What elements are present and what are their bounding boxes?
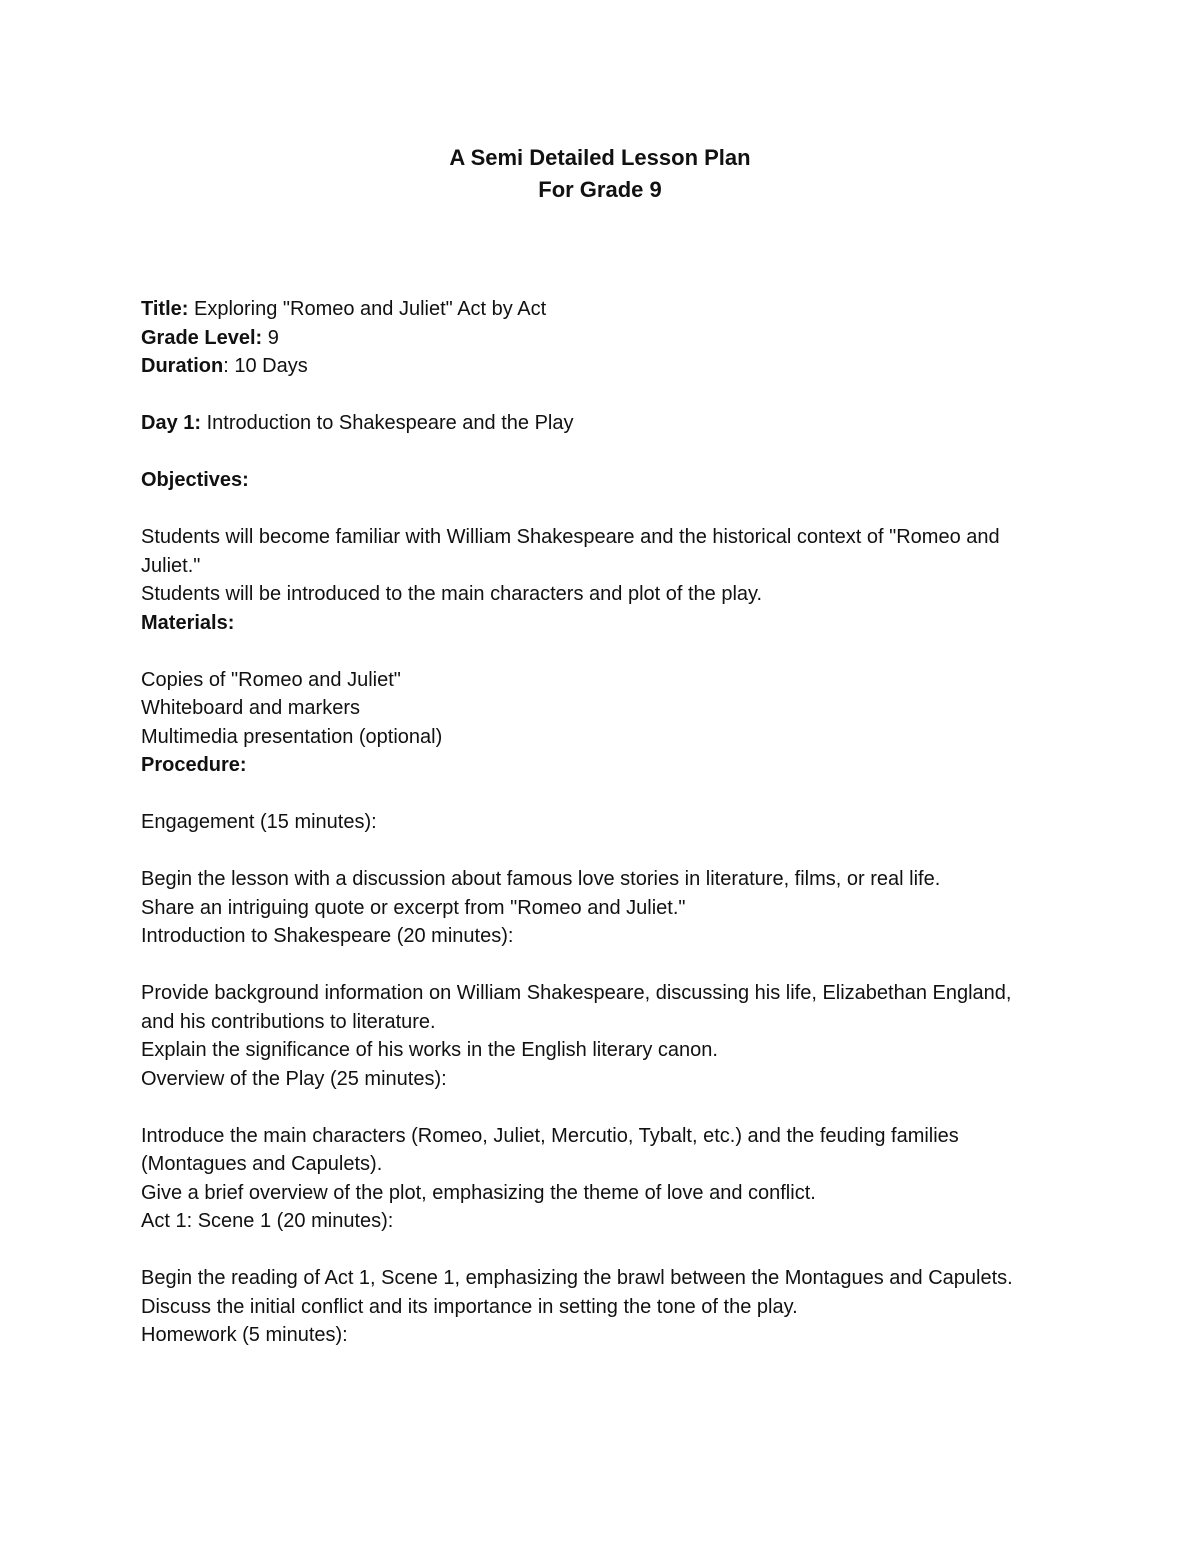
material-item: Multimedia presentation (optional)	[141, 725, 443, 748]
overview-heading: Overview of the Play (25 minutes):	[141, 1067, 447, 1090]
meta-duration	[141, 352, 1041, 381]
overview-item: Give a brief overview of the plot, emphasizing the theme of love and conflict.	[141, 1181, 816, 1204]
day-topic: Introduction to Shakespeare and the Play	[201, 412, 574, 434]
title-line-2: For Grade 9	[538, 177, 662, 202]
meta-title-value: Exploring "Romeo and Juliet" Act by Act	[188, 298, 547, 320]
material-item: Copies of "Romeo and Juliet"	[141, 668, 401, 691]
meta-grade	[141, 324, 1041, 353]
material-item: Whiteboard and markers	[141, 697, 360, 719]
objectives-heading: Objectives:	[141, 469, 249, 491]
meta-duration-label: Duration	[141, 355, 224, 377]
overview-item: Introduce the main characters (Romeo, Juliet, Mercutio, Tybalt, etc.) and the feuding families (Montagues and Capulets).	[141, 1124, 959, 1175]
materials-heading: Materials:	[141, 611, 235, 634]
engagement-item: Begin the lesson with a discussion about famous love stories in literature, films, or real life.	[141, 868, 941, 890]
document-title	[0, 142, 1200, 206]
procedure-heading: Procedure:	[141, 754, 247, 776]
meta-grade-label: Grade Level:	[141, 326, 263, 349]
intro-shakespeare-heading: Introduction to Shakespeare (20 minutes):	[141, 925, 514, 947]
act1-item: Discuss the initial conflict and its importance in setting the tone of the play.	[141, 1295, 798, 1318]
intro-shakespeare-item: Explain the significance of his works in the English literary canon.	[141, 1039, 718, 1061]
act1-heading: Act 1: Scene 1 (20 minutes):	[141, 1210, 394, 1232]
act1-item: Begin the reading of Act 1, Scene 1, emphasizing the brawl between the Montagues and Capulets.	[141, 1267, 1013, 1289]
day-heading	[141, 409, 1041, 438]
meta-title	[141, 295, 1041, 324]
meta-title-label: Title:	[141, 298, 189, 320]
homework-heading: Homework (5 minutes):	[141, 1324, 348, 1346]
document-body	[141, 295, 1041, 1350]
title-line-1: A Semi Detailed Lesson Plan	[449, 145, 751, 170]
intro-shakespeare-item: Provide background information on William Shakespeare, discussing his life, Elizabethan England, and his contributions to literature.	[141, 982, 1012, 1033]
meta-duration-value: : 10 Days	[223, 355, 308, 377]
day-label: Day 1:	[141, 412, 202, 434]
engagement-heading: Engagement (15 minutes):	[141, 811, 377, 833]
objective-item: Students will be introduced to the main characters and plot of the play.	[141, 583, 763, 605]
engagement-item: Share an intriguing quote or excerpt from "Romeo and Juliet."	[141, 896, 686, 919]
objective-item: Students will become familiar with William Shakespeare and the historical context of "Romeo and Juliet."	[141, 526, 1000, 577]
meta-grade-value: 9	[262, 326, 279, 349]
